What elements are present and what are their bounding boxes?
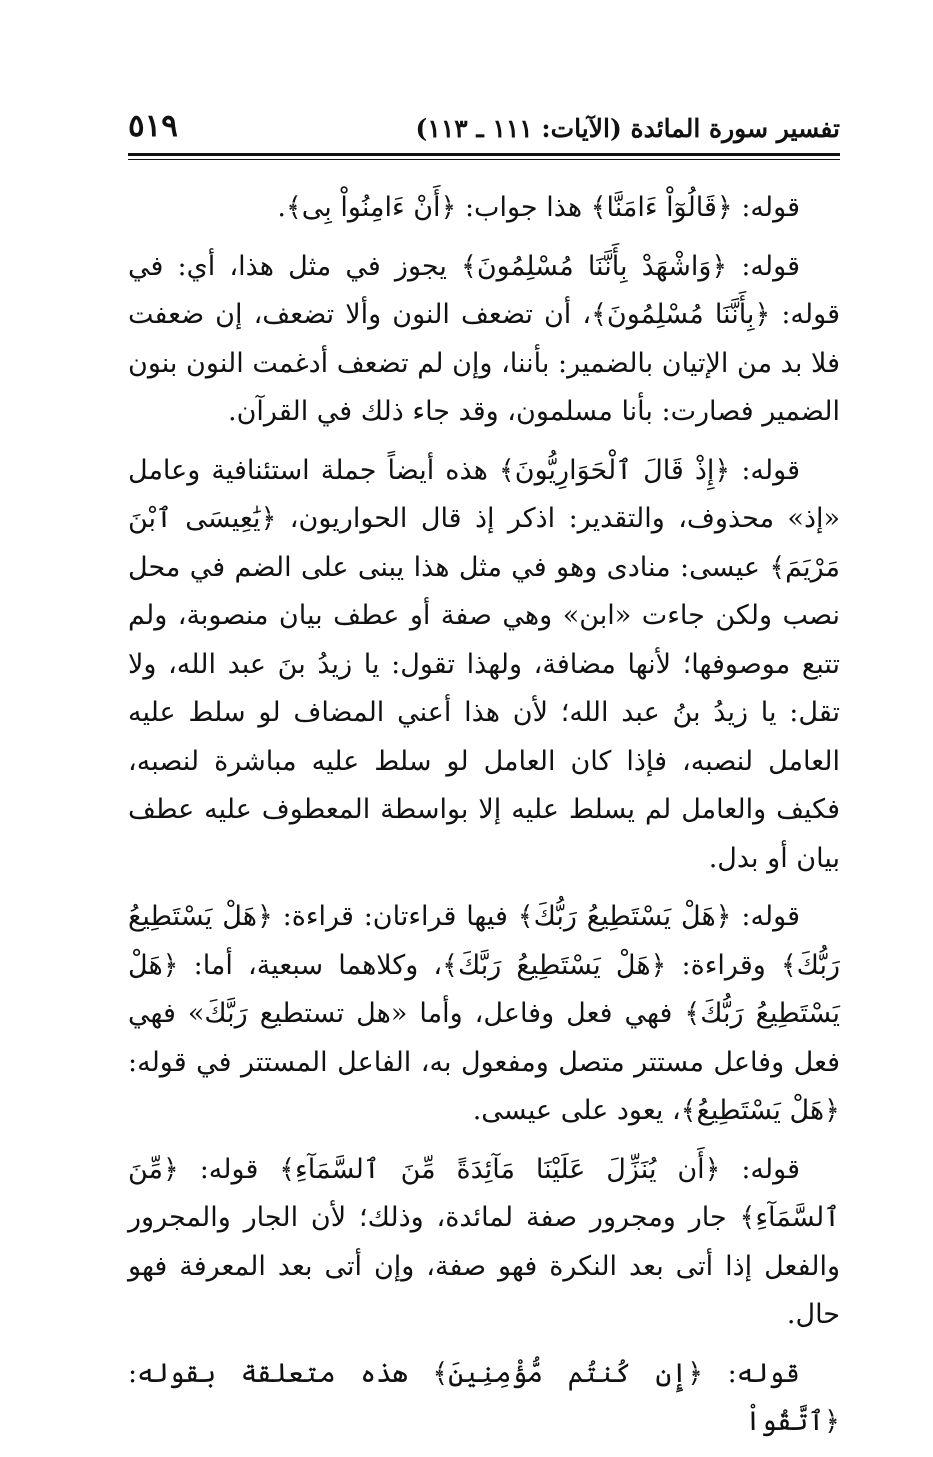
header-rule-thick bbox=[128, 153, 840, 156]
page-header bbox=[128, 108, 840, 152]
body-text bbox=[128, 184, 840, 1457]
paragraph-4: قوله: ﴿هَلْ يَسْتَطِيعُ رَبُّكَ﴾ فيها قراءتان: قراءة: ﴿هَلْ يَسْتَطِيعُ رَبُّكَ﴾ وقراءة: ﴿هَلْ يَسْتَطِيعُ رَبَّكَ﴾، وكلاهما سبعية، أما: ﴿هَلْ يَسْتَطِيعُ رَبُّكَ﴾ فهي فعل وفاعل، وأما «هل تستطيع رَبَّكَ» فهي فعل وفاعل مستتر متصل ومفعول به، الفاعل المستتر في قوله: ﴿هَلْ يَسْتَطِيعُ﴾، يعود على عيسى. bbox=[128, 901, 840, 1126]
paragraph-2: قوله: ﴿وَاشْهَدْ بِأَنَّنَا مُسْلِمُونَ﴾ يجوز في مثل هذا، أي: في قوله: ﴿بِأَنَّنَا مُسْلِمُونَ﴾، أن تضعف النون وألا تضعف، إن ضعفت فلا بد من الإتيان بالضمير: بأننا، وإن لم تضعف أدغمت النون بنون الضمير فصارت: بأنا مسلمون، وقد جاء ذلك في القرآن. bbox=[128, 250, 840, 427]
paragraph-1: قوله: ﴿قَالُوٓاْ ءَامَنَّا﴾ هذا جواب: ﴿أَنْ ءَامِنُواْ بِى﴾. bbox=[277, 192, 800, 223]
running-title: تفسير سورة المائدة (الآيات: ١١١ ـ ١١٣) bbox=[415, 114, 840, 143]
header-rule-thin bbox=[128, 159, 840, 160]
paragraph-3: قوله: ﴿إِذْ قَالَ ٱلْحَوَارِيُّونَ﴾ هذه أيضاً جملة استئنافية وعامل «إذ» محذوف، والتقدير: اذكر إذ قال الحواريون، ﴿يَٰعِيسَى ٱبْنَ مَرْيَمَ﴾ عيسى: منادى وهو في مثل هذا يبنى على الضم في محل نصب ولكن جاءت «ابن» وهي صفة أو عطف بيان منصوبة، ولم تتبع موصوفها؛ لأنها مضافة، ولهذا تقول: يا زيدُ بنَ عبد الله، ولا تقل: يا زيدُ بنُ عبد الله؛ لأن هذا أعني المضاف لو سلط عليه العامل لنصبه، فإذا كان العامل لو سلط عليه مباشرة لنصبه، فكيف والعامل لم يسلط عليه إلا بواسطة المعطوف عليه عطف بيان أو بدل. bbox=[128, 454, 840, 874]
paragraph-5: قوله: ﴿أَن يُنَزِّلَ عَلَيْنَا مَآئِدَةً مِّنَ ٱلسَّمَآءِ﴾ قوله: ﴿مِّنَ ٱلسَّمَآءِ﴾ جار ومجرور صفة لمائدة، وذلك؛ لأن الجار والمجرور والفعل إذا أتى بعد النكرة فهو صفة، وإن أتى بعد المعرفة فهو حال. bbox=[128, 1153, 840, 1330]
paragraph-6: قوله: ﴿إِن كُنتُم مُّؤْمِنِينَ﴾ هذه متعلقة بقوله: ﴿ٱتَّقُواْ bbox=[128, 1357, 840, 1437]
page-number: ٥١٩ bbox=[128, 108, 178, 144]
